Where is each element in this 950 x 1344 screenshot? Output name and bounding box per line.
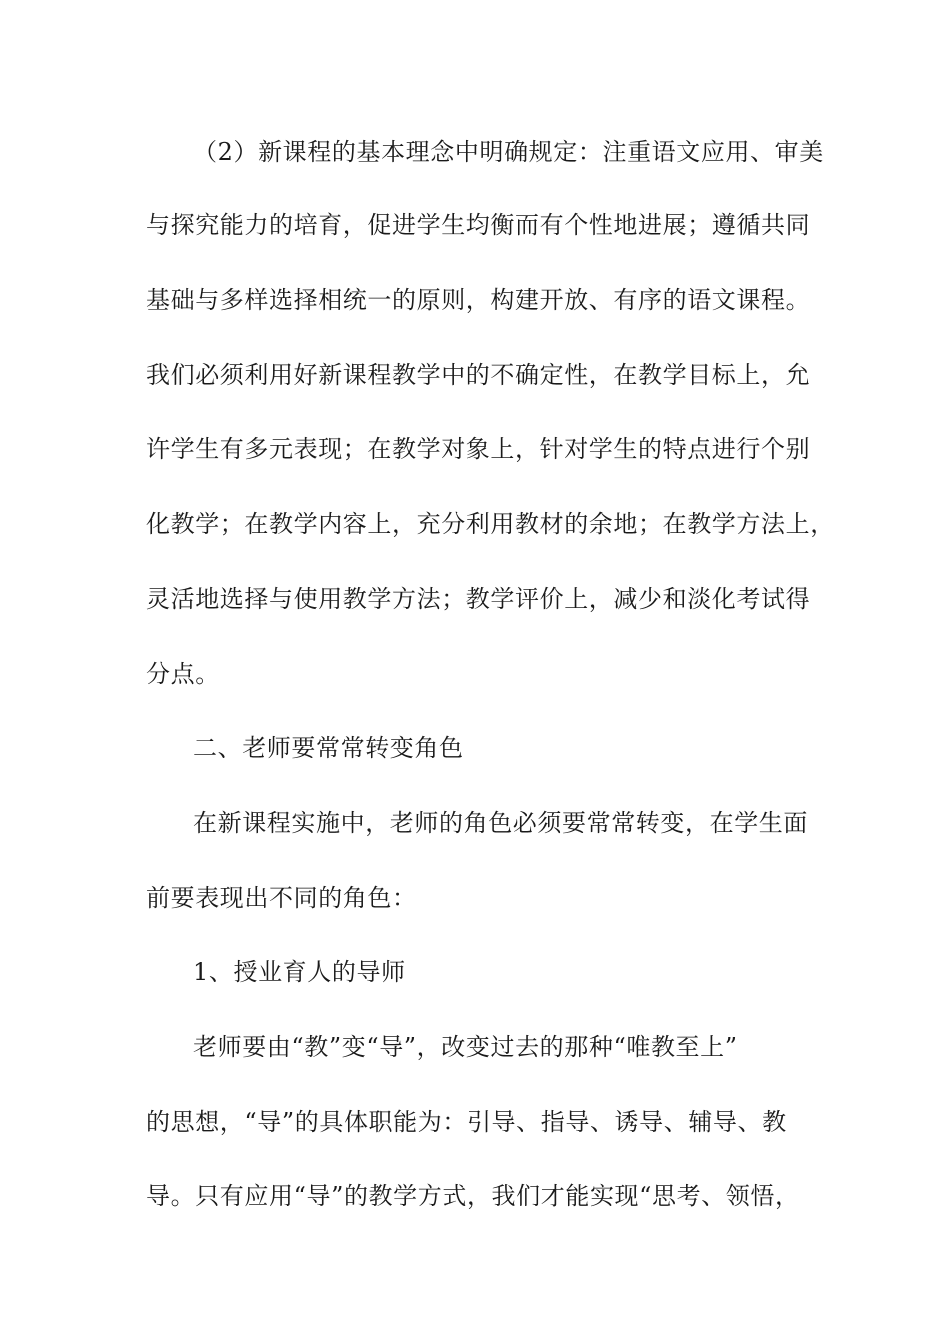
- paragraph-line: 前要表现出不同的角色：: [146, 884, 417, 912]
- paragraph-line: 与探究能力的培育，促进学生均衡而有个性地进展；遵循共同: [146, 211, 811, 239]
- paragraph-line: 的思想，“导”的具体职能为：引导、指导、诱导、辅导、教: [146, 1108, 787, 1136]
- subsection-heading: 1、授业育人的导师: [193, 958, 406, 986]
- paragraph-line: 化教学；在教学内容上，充分利用教材的余地；在教学方法上，: [146, 510, 835, 538]
- paragraph-line: 老师要由“教”变“导”，改变过去的那种“唯教至上”: [193, 1033, 738, 1061]
- section-heading: 二、老师要常常转变角色: [193, 734, 464, 762]
- paragraph-line: 灵活地选择与使用教学方法；教学评价上，减少和淡化考试得: [146, 585, 811, 613]
- paragraph-line: 我们必须利用好新课程教学中的不确定性，在教学目标上，允: [146, 361, 811, 389]
- paragraph-line: 基础与多样选择相统一的原则，构建开放、有序的语文课程。: [146, 286, 811, 314]
- paragraph-line: （2）新课程的基本理念中明确规定：注重语文应用、审美: [193, 138, 824, 166]
- paragraph-line: 导。只有应用“导”的教学方式，我们才能实现“思考、领悟，: [146, 1182, 800, 1210]
- paragraph-line: 许学生有多元表现；在教学对象上，针对学生的特点进行个别: [146, 435, 811, 463]
- paragraph-line: 在新课程实施中，老师的角色必须要常常转变，在学生面: [193, 809, 808, 837]
- paragraph-line: 分点。: [146, 660, 220, 688]
